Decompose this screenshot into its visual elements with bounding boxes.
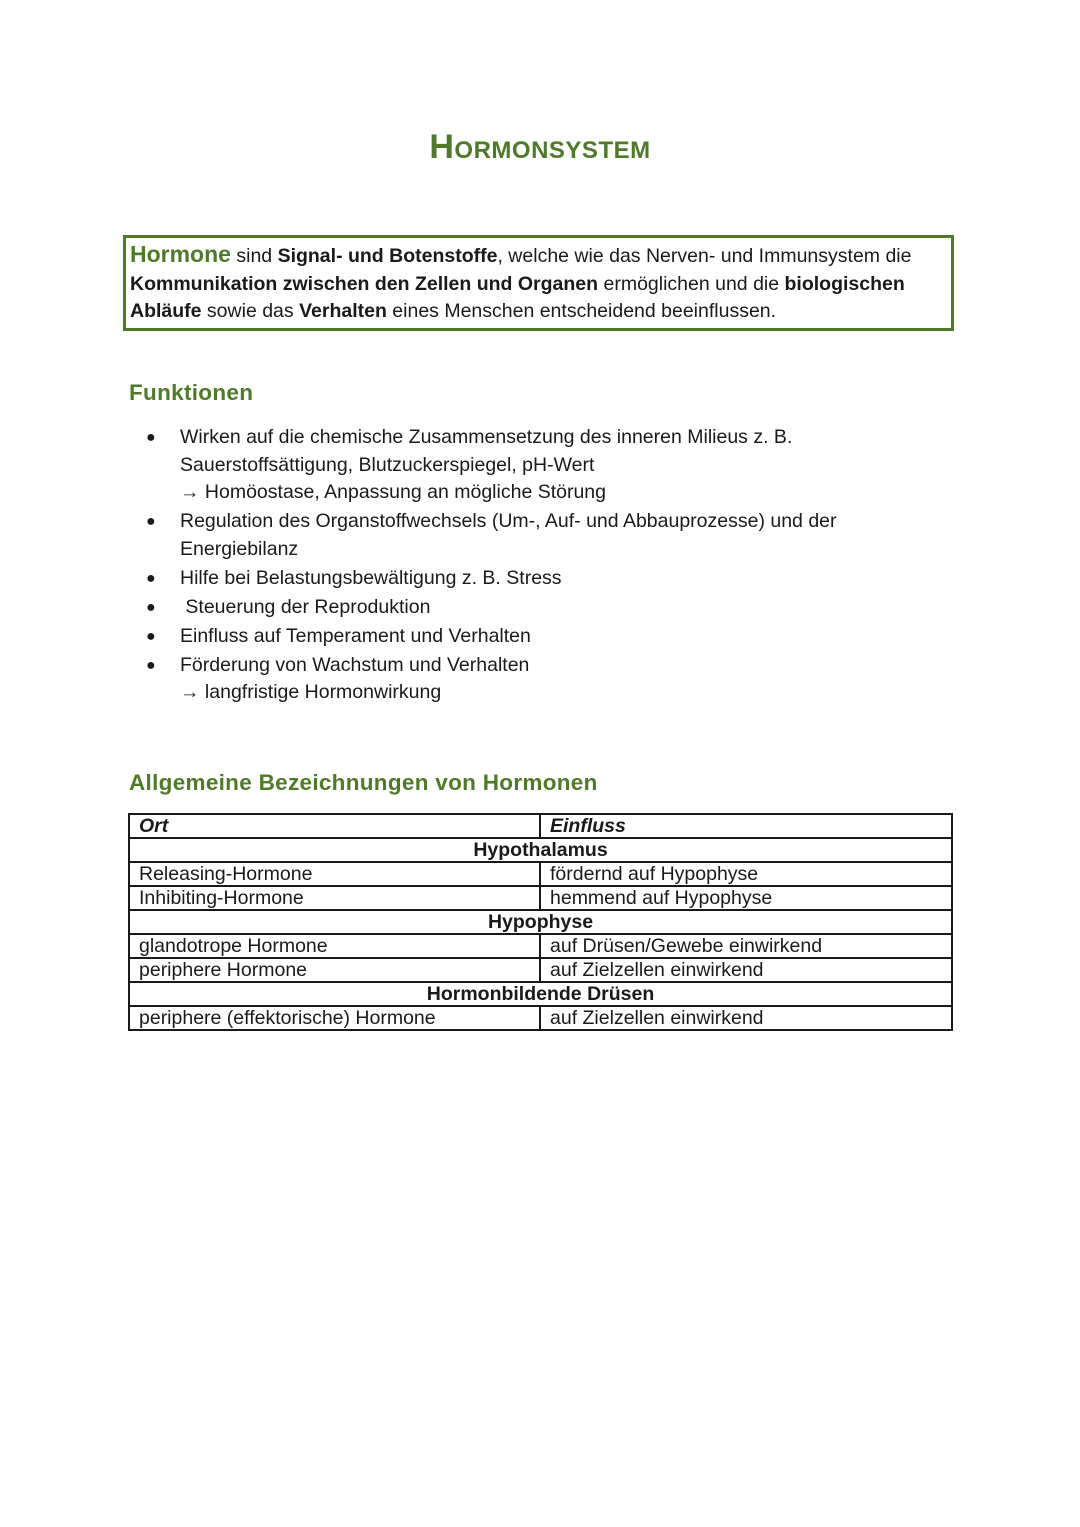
table-row (129, 958, 952, 982)
table-header-row (129, 814, 952, 838)
column-header-ort: Ort (129, 814, 540, 838)
table-group-row (129, 982, 952, 1006)
definition-keyword: Verhalten (299, 300, 387, 322)
cell-einfluss: auf Zielzellen einwirkend (540, 958, 952, 982)
bullet-icon: ● (146, 627, 156, 645)
group-label-hypophyse: Hypophyse (129, 910, 952, 934)
group-label-hypothalamus: Hypothalamus (129, 838, 952, 862)
list-item-line: Hilfe bei Belastungsbewältigung z. B. Stress (180, 566, 562, 589)
table-row (129, 934, 952, 958)
definition-keyword: Signal- und Botenstoffe (277, 245, 498, 267)
list-item-line: Steuerung der Reproduktion (180, 595, 431, 618)
list-item-line: → Homöostase, Anpassung an mögliche Störung (180, 481, 607, 503)
definition-text: sind (230, 245, 278, 267)
cell-ort: periphere Hormone (129, 958, 540, 982)
definition-keyword: biologischen Abläufe (130, 272, 905, 322)
cell-ort: Releasing-Hormone (129, 862, 540, 886)
cell-ort: glandotrope Hormone (129, 934, 540, 958)
list-item-line: → langfristige Hormonwirkung (180, 681, 442, 703)
section-heading-bezeichnungen: Allgemeine Bezeichnungen von Hormonen (129, 770, 598, 795)
definition-text: eines Menschen entscheidend beeinflussen. (386, 300, 777, 322)
bullet-icon: ● (146, 429, 156, 446)
bullet-icon: ● (146, 656, 156, 674)
list-item-line: Regulation des Organstoffwechsels (Um-, Auf- und Abbauprozesse) und der (180, 510, 837, 532)
list-item (138, 508, 898, 563)
cell-ort: Inhibiting-Hormone (129, 886, 540, 910)
list-item (138, 594, 898, 622)
list-item-line: Wirken auf die chemische Zusammensetzung des inneren Milieus z. B. (180, 426, 793, 448)
hormone-table (128, 813, 953, 1031)
cell-einfluss: hemmend auf Hypophyse (540, 886, 952, 910)
definition-keyword: Kommunikation zwischen den Zellen und Organen (130, 272, 599, 295)
bullet-icon: ● (146, 569, 156, 587)
definition-text: sowie das (201, 300, 300, 322)
column-header-einfluss: Einfluss (540, 814, 952, 838)
list-item (138, 652, 898, 707)
list-item-line: Einfluss auf Temperament und Verhalten (180, 624, 531, 647)
bullet-icon: ● (146, 513, 156, 530)
bullet-icon: ● (146, 598, 156, 616)
list-item (138, 565, 898, 593)
cell-einfluss: fördernd auf Hypophyse (540, 862, 952, 886)
definition-lead-term: Hormone (130, 241, 231, 267)
group-label-druesen: Hormonbildende Drüsen (129, 982, 952, 1006)
definition-text: ermöglichen und die (598, 272, 785, 295)
table-group-row (129, 910, 952, 934)
cell-einfluss: auf Zielzellen einwirkend (540, 1006, 952, 1030)
list-item-line: Sauerstoffsättigung, Blutzuckerspiegel, pH-Wert (180, 453, 595, 476)
table-row (129, 886, 952, 910)
list-item (138, 623, 898, 651)
definition-text: , welche wie das Nerven- und Immunsystem die (497, 245, 912, 267)
list-item-line: Förderung von Wachstum und Verhalten (180, 653, 530, 676)
cell-einfluss: auf Drüsen/Gewebe einwirkend (540, 934, 952, 958)
list-item (138, 424, 898, 507)
section-heading-funktionen: Funktionen (129, 380, 254, 405)
funktionen-list (138, 424, 898, 708)
table-row (129, 1006, 952, 1030)
page-title: Hormonsystem (429, 128, 651, 166)
cell-ort: periphere (effektorische) Hormone (129, 1006, 540, 1030)
table-group-row (129, 838, 952, 862)
definition-box (123, 235, 954, 331)
table-row (129, 862, 952, 886)
list-item-line: Energiebilanz (180, 537, 299, 560)
